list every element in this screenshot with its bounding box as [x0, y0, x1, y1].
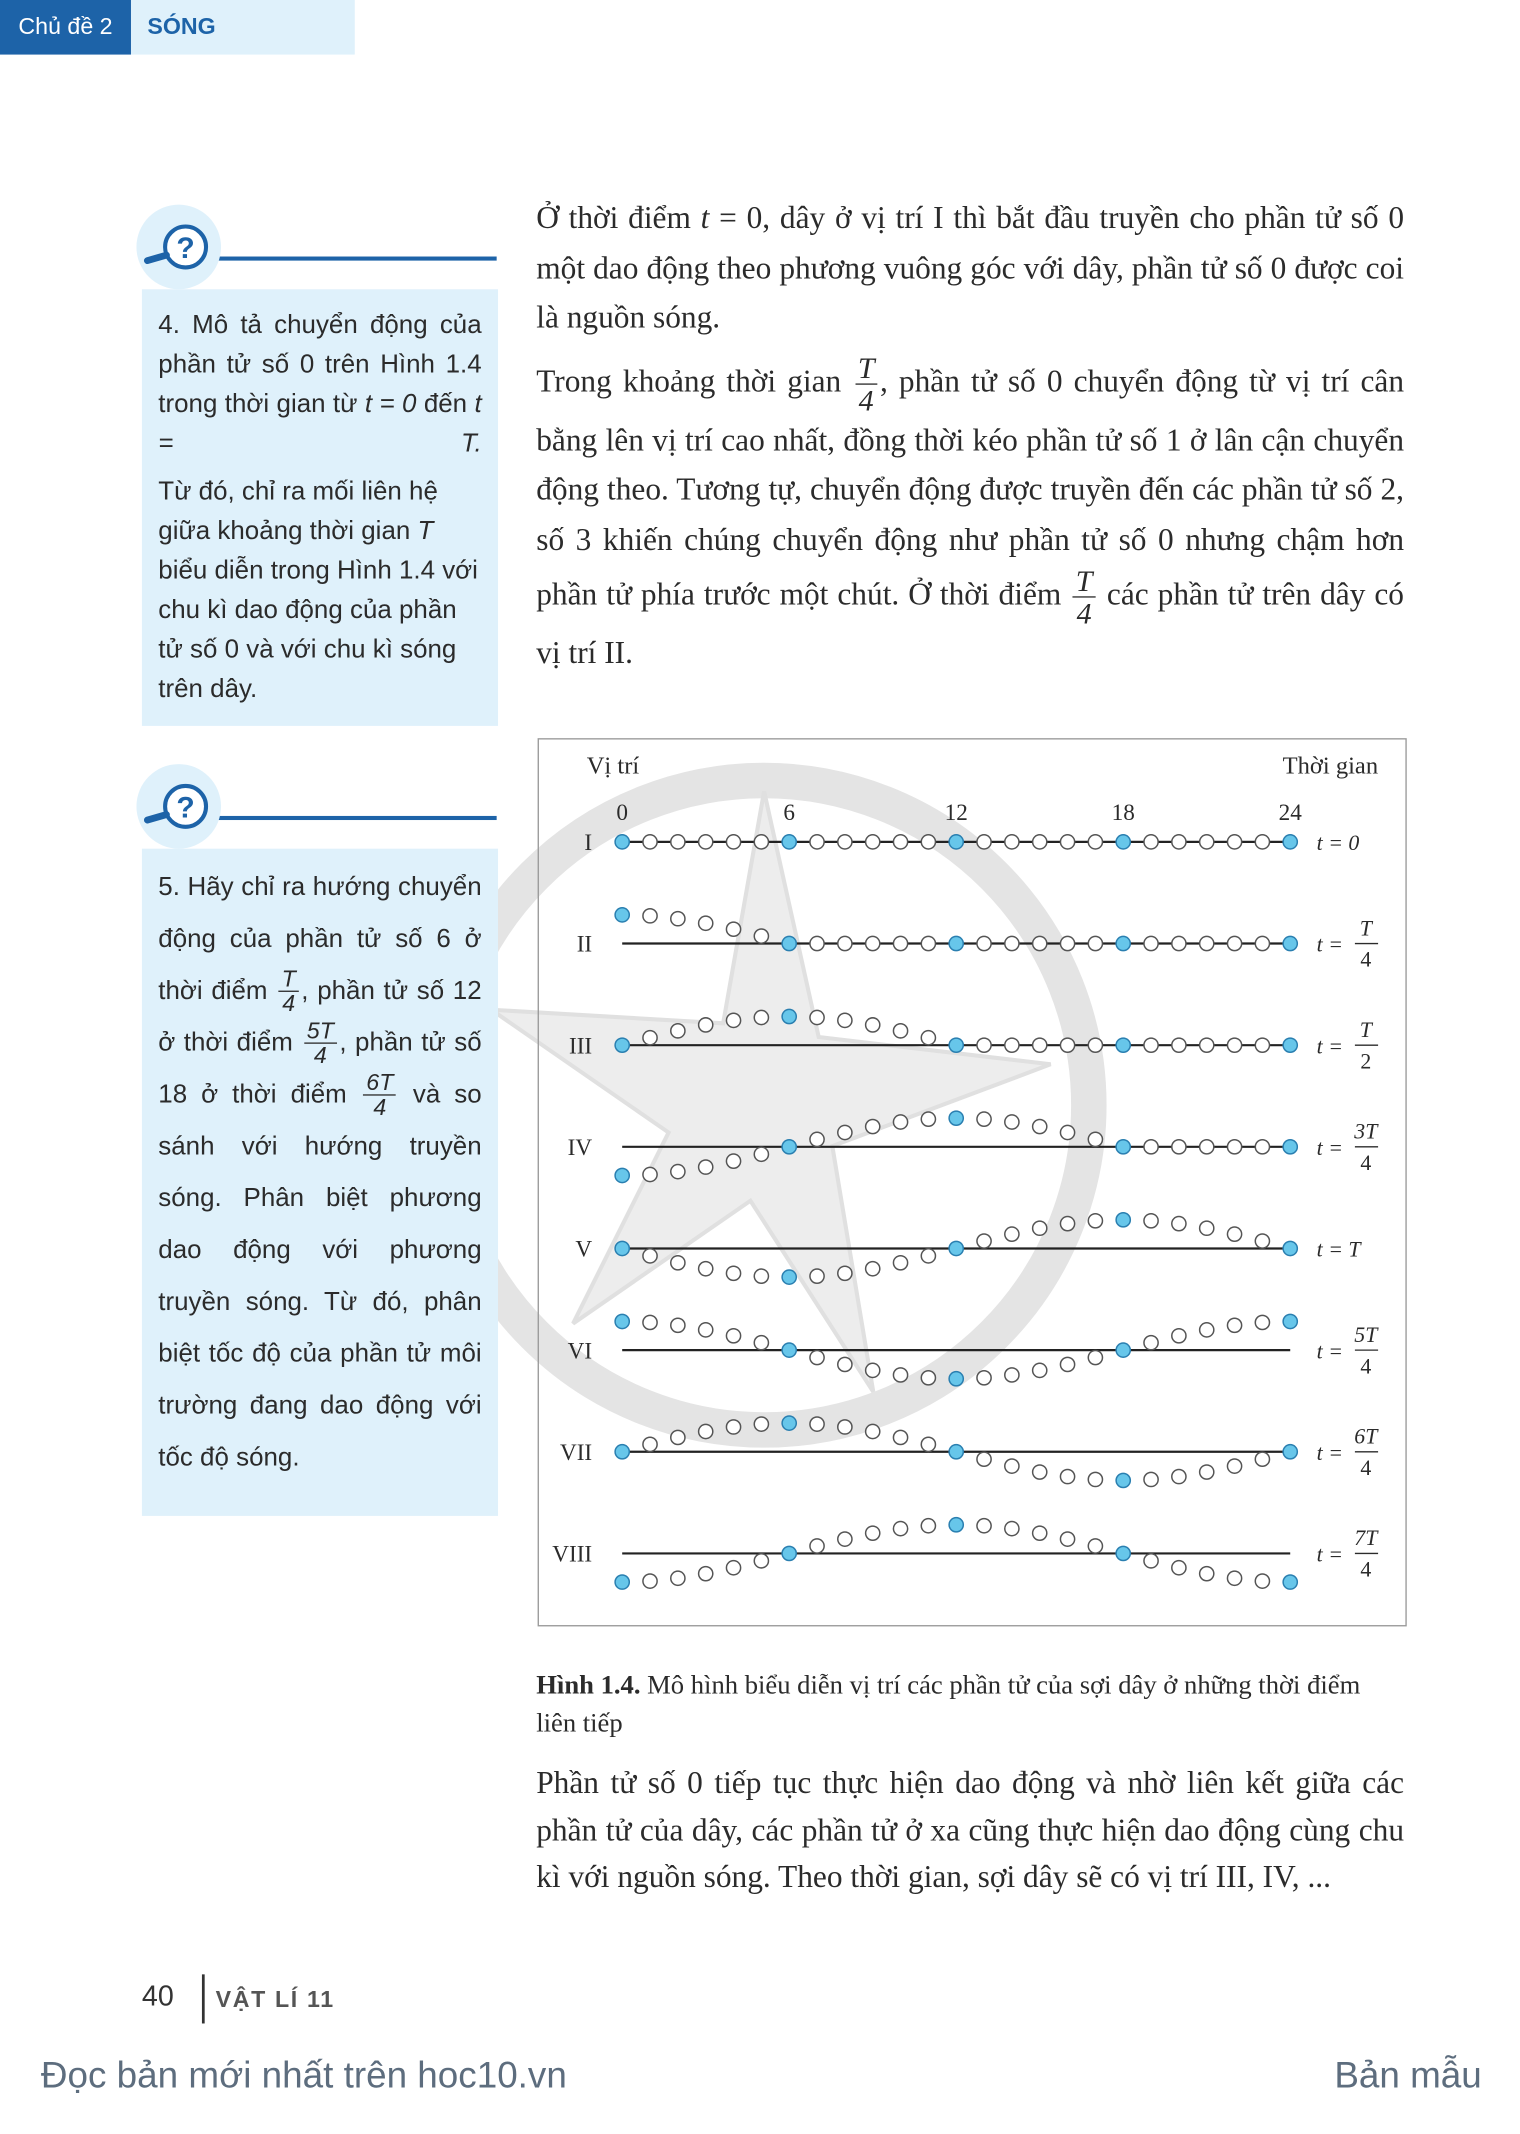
string-particle: [754, 929, 768, 943]
string-particle: [1005, 1227, 1019, 1241]
string-particle: [866, 1526, 880, 1540]
string-particle: [1116, 835, 1130, 849]
body-text-continued: Phần tử số 0 tiếp tục thực hiện dao động và nhờ liên kết giữa các phần tử của dây, các phần tử ở xa cũng thực hiện dao động cùng chu kì với nguồn sóng. Theo thời gian, sợi dây sẽ có vị trí III, IV, ...: [536, 1765, 1405, 1894]
string-particle: [1144, 1038, 1158, 1052]
q4-para2: Từ đó, chỉ ra mối liên hệ giữa khoảng thời gian: [158, 477, 438, 546]
caption-text: Mô hình biểu diễn vị trí các phần tử của sợi dây ở những thời điểm liên tiếp: [536, 1671, 1361, 1739]
string-particle: [838, 936, 852, 950]
string-particle: [1005, 1115, 1019, 1129]
question-icon-holder: [136, 764, 221, 849]
string-particle: [1088, 936, 1102, 950]
string-particle: [699, 1567, 713, 1581]
row-label: VIII: [552, 1541, 593, 1568]
string-particle: [643, 1437, 657, 1451]
string-particle: [1033, 1465, 1047, 1479]
string-particle: [1283, 835, 1297, 849]
time-fraction-numerator: T: [1359, 1017, 1372, 1042]
string-particle: [810, 1132, 824, 1146]
string-particle: [671, 1571, 685, 1585]
row-label: II: [576, 931, 593, 958]
string-particle: [893, 1430, 907, 1444]
string-particle: [1144, 1554, 1158, 1568]
string-particle: [1255, 1315, 1269, 1329]
string-particle: [1172, 1469, 1186, 1483]
string-particle: [1033, 1363, 1047, 1377]
chapter-title: SÓNG: [131, 0, 355, 55]
chapter-number: Chủ đề 2: [0, 0, 131, 55]
q5-frac3-den: 4: [373, 1094, 387, 1121]
string-particle: [699, 1424, 713, 1438]
time-label: t = 0: [1316, 831, 1360, 856]
string-particle: [1088, 835, 1102, 849]
time-fraction-denominator: 4: [1360, 1557, 1372, 1582]
string-particle: [1255, 936, 1269, 950]
string-particle: [893, 1368, 907, 1382]
body-p2-b: , phần tử số 0 chuyển động từ vị trí cân bằng lên vị trí cao nhất, đồng thời kéo phần tử số 1 ở lân cận chuyển động theo. Tương tự, chuyển động được truyền đến các phần tử số 2, số 3 khiến chúng chuyển động như phần tử số 0 nhưng chậm hơn phần tử phía trước một chút. Ở thời điểm: [536, 363, 1405, 612]
string-particle: [1060, 835, 1074, 849]
string-particle: [810, 1350, 824, 1364]
string-particle: [921, 1249, 935, 1263]
string-particle: [1005, 1368, 1019, 1382]
string-particle: [726, 1013, 740, 1027]
string-particle: [921, 835, 935, 849]
string-particle: [977, 1234, 991, 1248]
string-particle: [1227, 1459, 1241, 1473]
string-particle: [1200, 1465, 1214, 1479]
string-particle: [782, 1343, 796, 1357]
string-particle: [949, 1445, 963, 1459]
string-particle: [1255, 1452, 1269, 1466]
string-particle: [782, 1546, 796, 1560]
string-particle: [1116, 1343, 1130, 1357]
string-particle: [754, 1010, 768, 1024]
string-particle: [1200, 1567, 1214, 1581]
string-particle: [643, 835, 657, 849]
string-particle: [1116, 1038, 1130, 1052]
question-magnifier-icon: [136, 764, 221, 849]
body-text: [536, 194, 1404, 688]
q5-frac3-num: 6T: [364, 1071, 397, 1097]
string-particle: [1172, 1329, 1186, 1343]
string-particle: [838, 1125, 852, 1139]
string-particle: [1144, 1140, 1158, 1154]
string-particle: [615, 908, 629, 922]
q5-part-c: , phần tử số 18 ở thời điểm: [158, 1028, 482, 1110]
body-frac2-num: T: [1073, 565, 1095, 598]
question-5-text: [158, 862, 481, 1484]
time-label: t =: [1316, 1542, 1343, 1567]
string-particle: [615, 1575, 629, 1589]
string-particle: [949, 1241, 963, 1255]
question-divider: [205, 257, 497, 261]
q5-part-d: và so sánh với hướng truyền sóng. Phân biệt phương dao động với phương truyền sóng. Từ đó, phân biệt tốc độ của phần tử môi trường đang dao động với tốc độ sóng.: [158, 1080, 482, 1473]
banner-link-text[interactable]: Đọc bản mới nhất trên hoc10.vn: [40, 2054, 567, 2096]
string-particle: [810, 1269, 824, 1283]
string-particle: [1116, 936, 1130, 950]
figure-header-position: Vị trí: [586, 752, 640, 780]
banner-sample-label: Bản mẫu: [1334, 2054, 1482, 2096]
string-particle: [866, 1119, 880, 1133]
string-particle: [949, 1038, 963, 1052]
string-particle: [1172, 936, 1186, 950]
string-particle: [1116, 1546, 1130, 1560]
string-particle: [782, 936, 796, 950]
row-label: IV: [567, 1135, 593, 1162]
string-particle: [1172, 835, 1186, 849]
string-particle: [1255, 1140, 1269, 1154]
body-p2-c: các phần tử trên dây có vị trí II.: [536, 577, 1404, 671]
string-particle: [1227, 1227, 1241, 1241]
time-label: t = T: [1316, 1237, 1361, 1262]
string-particle: [949, 835, 963, 849]
string-particle: [1060, 1217, 1074, 1231]
string-particle: [1255, 1038, 1269, 1052]
book-title: VẬT LÍ 11: [215, 1986, 335, 2013]
string-particle: [1283, 1241, 1297, 1255]
string-particle: [754, 835, 768, 849]
string-particle: [810, 936, 824, 950]
time-fraction-denominator: 4: [1360, 1151, 1372, 1176]
time-fraction-numerator: 3T: [1354, 1119, 1378, 1144]
string-particle: [782, 835, 796, 849]
string-particle: [643, 909, 657, 923]
body-p2-a: Trong khoảng thời gian: [536, 363, 842, 398]
string-particle: [643, 1031, 657, 1045]
q4-T: T: [417, 517, 434, 546]
string-particle: [726, 922, 740, 936]
string-particle: [949, 1372, 963, 1386]
time-label: t =: [1316, 1440, 1343, 1465]
string-particle: [1088, 1472, 1102, 1486]
string-particle: [838, 1357, 852, 1371]
q5-part-b: phần tử số 12 ở thời điểm: [158, 976, 482, 1058]
svg-text:?: ?: [176, 231, 195, 265]
string-particle: [893, 936, 907, 950]
time-fraction-numerator: 5T: [1354, 1322, 1378, 1347]
string-particle: [754, 1554, 768, 1568]
string-particle: [699, 835, 713, 849]
string-particle: [866, 1363, 880, 1377]
string-particle: [754, 1417, 768, 1431]
string-particle: [615, 1241, 629, 1255]
string-particle: [810, 1539, 824, 1553]
string-particle: [977, 1371, 991, 1385]
string-particle: [977, 1112, 991, 1126]
svg-text:?: ?: [176, 791, 195, 825]
string-particle: [1200, 835, 1214, 849]
time-fraction-denominator: 4: [1360, 947, 1372, 972]
string-particle: [866, 1424, 880, 1438]
q5-frac2-den: 4: [313, 1043, 327, 1070]
string-particle: [1033, 1119, 1047, 1133]
string-particle: [1144, 1336, 1158, 1350]
string-particle: [699, 1160, 713, 1174]
string-particle: [1033, 1526, 1047, 1540]
string-particle: [1144, 835, 1158, 849]
row-label: VII: [559, 1439, 593, 1466]
string-particle: [1227, 1038, 1241, 1052]
string-particle: [615, 1445, 629, 1459]
time-label: t =: [1316, 1339, 1343, 1364]
string-particle: [1255, 1234, 1269, 1248]
string-particle: [1144, 1472, 1158, 1486]
figure-header-time: Thời gian: [1282, 752, 1379, 780]
string-particle: [671, 1256, 685, 1270]
string-particle: [1033, 835, 1047, 849]
question-icon-holder: [136, 205, 221, 290]
string-particle: [1116, 1140, 1130, 1154]
body-p1-b: = 0, dây ở vị trí I thì bắt đầu truyền cho phần tử số 0 một dao động theo phương vuông góc với dây, phần tử số 0 được coi là nguồn sóng.: [536, 200, 1405, 335]
string-particle: [1227, 936, 1241, 950]
string-particle: [699, 916, 713, 930]
string-particle: [1172, 1561, 1186, 1575]
time-fraction-denominator: 4: [1360, 1455, 1372, 1480]
string-particle: [977, 1519, 991, 1533]
body-frac-num: T: [855, 351, 877, 384]
string-particle: [893, 1256, 907, 1270]
string-particle: [1172, 1140, 1186, 1154]
string-particle: [866, 1018, 880, 1032]
time-label: t =: [1316, 1136, 1343, 1161]
string-particle: [977, 835, 991, 849]
string-particle: [699, 1323, 713, 1337]
body-frac2-den: 4: [1076, 596, 1092, 631]
string-particle: [1088, 1038, 1102, 1052]
string-particle: [726, 1266, 740, 1280]
string-particle: [810, 1010, 824, 1024]
string-particle: [1088, 1132, 1102, 1146]
string-particle: [1060, 1532, 1074, 1546]
string-particle: [1088, 1214, 1102, 1228]
string-particle: [949, 936, 963, 950]
tick-label: 24: [1278, 800, 1302, 827]
q5-frac2-num: 5T: [304, 1019, 337, 1045]
string-particle: [643, 1574, 657, 1588]
string-particle: [615, 1038, 629, 1052]
string-particle: [921, 1371, 935, 1385]
string-particle: [866, 835, 880, 849]
string-particle: [1033, 1221, 1047, 1235]
string-particle: [810, 1417, 824, 1431]
string-particle: [1116, 1473, 1130, 1487]
tick-label: 18: [1111, 800, 1135, 827]
string-particle: [838, 835, 852, 849]
string-particle: [977, 1038, 991, 1052]
string-particle: [1005, 1522, 1019, 1536]
string-particle: [1227, 1318, 1241, 1332]
string-particle: [810, 835, 824, 849]
string-particle: [699, 1262, 713, 1276]
body-p1-t: t: [700, 200, 710, 235]
string-particle: [1255, 835, 1269, 849]
string-particle: [643, 1167, 657, 1181]
string-particle: [866, 936, 880, 950]
string-particle: [977, 1452, 991, 1466]
caption-label: Hình 1.4.: [536, 1671, 641, 1701]
string-particle: [1172, 1217, 1186, 1231]
row-label: III: [568, 1033, 593, 1060]
string-particle: [921, 1112, 935, 1126]
string-particle: [671, 1430, 685, 1444]
question-divider: [205, 816, 497, 820]
question-magnifier-icon: [136, 205, 221, 290]
row-label: VI: [567, 1338, 593, 1365]
string-particle: [726, 1561, 740, 1575]
question-4-text: [158, 306, 481, 710]
string-particle: [949, 1111, 963, 1125]
string-particle: [1005, 1038, 1019, 1052]
footer-divider: [202, 1974, 205, 2023]
q4-line1: 4. Mô tả chuyển động của phần tử số 0 trên Hình 1.4 trong thời gian từ: [158, 311, 482, 419]
body-frac-den: 4: [858, 382, 874, 417]
time-fraction-denominator: 4: [1360, 1354, 1372, 1379]
string-particle: [866, 1262, 880, 1276]
string-particle: [782, 1416, 796, 1430]
string-particle: [1060, 1038, 1074, 1052]
string-particle: [726, 1154, 740, 1168]
string-particle: [921, 1031, 935, 1045]
string-particle: [1116, 1213, 1130, 1227]
string-particle: [726, 835, 740, 849]
string-particle: [893, 1115, 907, 1129]
string-particle: [893, 835, 907, 849]
string-particle: [615, 1314, 629, 1328]
row-label: I: [584, 830, 593, 857]
string-particle: [838, 1420, 852, 1434]
string-particle: [643, 1315, 657, 1329]
q5-frac1-den: 4: [282, 991, 296, 1018]
string-particle: [921, 1437, 935, 1451]
string-particle: [782, 1009, 796, 1023]
string-particle: [1088, 1350, 1102, 1364]
string-particle: [1200, 1140, 1214, 1154]
string-particle: [699, 1018, 713, 1032]
string-particle: [726, 1420, 740, 1434]
string-particle: [1283, 1314, 1297, 1328]
string-particle: [1283, 1575, 1297, 1589]
string-particle: [782, 1270, 796, 1284]
string-particle: [1255, 1574, 1269, 1588]
string-particle: [1060, 936, 1074, 950]
q5-comma: ,: [301, 976, 309, 1006]
string-particle: [671, 1024, 685, 1038]
tick-label: 12: [944, 800, 968, 827]
q4-para2-end: biểu diễn trong Hình 1.4 với chu kì dao động của phần tử số 0 và với chu kì sóng trên dây.: [158, 556, 478, 705]
string-particle: [977, 936, 991, 950]
string-particle: [1283, 1445, 1297, 1459]
string-particle: [1200, 1038, 1214, 1052]
q5-frac1-num: T: [279, 967, 299, 993]
string-particle: [615, 835, 629, 849]
time-fraction-numerator: T: [1359, 916, 1372, 941]
string-particle: [1060, 1125, 1074, 1139]
string-particle: [1200, 936, 1214, 950]
string-particle: [1005, 1459, 1019, 1473]
string-particle: [1283, 936, 1297, 950]
time-fraction-numerator: 6T: [1354, 1424, 1378, 1449]
string-particle: [1033, 936, 1047, 950]
string-particle: [643, 1249, 657, 1263]
string-particle: [1005, 936, 1019, 950]
string-particle: [893, 1522, 907, 1536]
string-particle: [838, 1532, 852, 1546]
string-particle: [1060, 1469, 1074, 1483]
string-particle: [1227, 835, 1241, 849]
q5-part-a: 5. Hãy chỉ ra hướng chuyển động của phần tử số 6 ở thời điểm: [158, 873, 482, 1006]
string-particle: [1172, 1038, 1186, 1052]
q4-line1-end: đến: [416, 390, 475, 419]
string-particle: [921, 936, 935, 950]
string-particle: [1283, 1038, 1297, 1052]
string-particle: [838, 1266, 852, 1280]
string-particle: [726, 1329, 740, 1343]
time-label: t =: [1316, 1034, 1343, 1059]
string-particle: [754, 1147, 768, 1161]
string-particle: [671, 912, 685, 926]
string-particle: [671, 1165, 685, 1179]
string-particle: [1200, 1323, 1214, 1337]
wave-figure: [538, 738, 1407, 1626]
string-particle: [838, 1013, 852, 1027]
tick-label: 6: [783, 800, 795, 827]
q4-tT: t = T.: [158, 390, 482, 459]
time-fraction-denominator: 2: [1360, 1049, 1372, 1074]
string-particle: [1227, 1571, 1241, 1585]
string-particle: [671, 1318, 685, 1332]
string-particle: [754, 1269, 768, 1283]
string-particle: [1227, 1140, 1241, 1154]
tick-label: 0: [616, 800, 628, 827]
chapter-tab: [0, 0, 355, 55]
string-particle: [1144, 1214, 1158, 1228]
string-particle: [949, 1518, 963, 1532]
string-particle: [671, 835, 685, 849]
row-label: V: [575, 1236, 593, 1263]
q4-t0: t = 0: [364, 390, 417, 419]
string-particle: [754, 1336, 768, 1350]
string-particle: [1060, 1357, 1074, 1371]
string-particle: [1088, 1539, 1102, 1553]
string-particle: [1200, 1221, 1214, 1235]
string-particle: [1283, 1140, 1297, 1154]
figure-caption: [536, 1667, 1404, 1743]
time-label: t =: [1316, 932, 1343, 957]
string-particle: [1033, 1038, 1047, 1052]
page-number: 40: [141, 1981, 174, 2013]
time-fraction-numerator: 7T: [1354, 1526, 1378, 1551]
string-particle: [782, 1140, 796, 1154]
string-particle: [615, 1168, 629, 1182]
string-particle: [1005, 835, 1019, 849]
string-particle: [921, 1519, 935, 1533]
string-particle: [1144, 936, 1158, 950]
string-particle: [893, 1024, 907, 1038]
body-p1-a: Ở thời điểm: [536, 200, 701, 235]
